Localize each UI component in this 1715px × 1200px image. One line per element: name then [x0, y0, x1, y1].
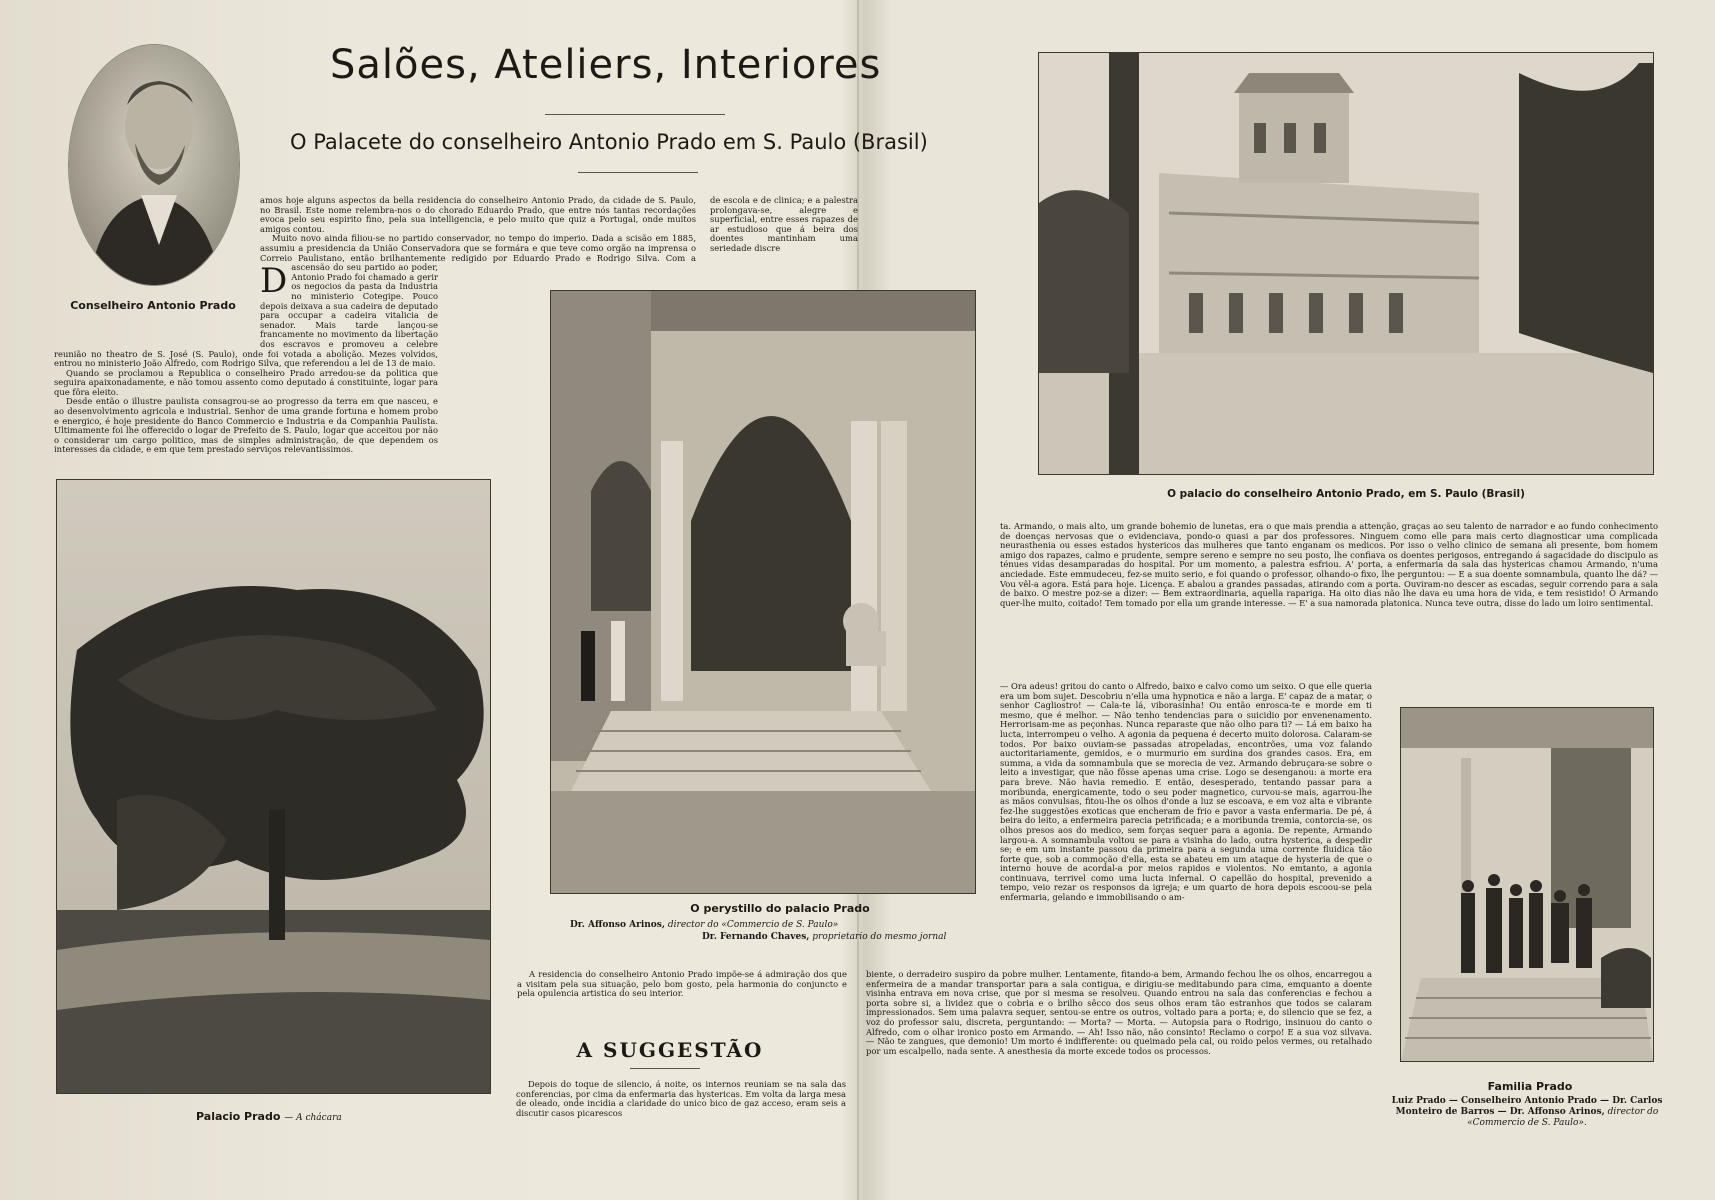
page-subtitle: O Palacete do conselheiro Antonio Prado em S. Paulo (Brasil) — [290, 130, 928, 154]
page-title: Salões, Ateliers, Interiores — [330, 42, 882, 88]
suggestao-col1: Depois do toque de silencio, á noite, os internos reuniam se na sala das conferencias, por cima da enfermaria das hystericas. Em volta da larga mesa de oleado, onde incidia a claridade do unico bico de gaz acceso, eram seis a discutir casos picarescos — [516, 1080, 846, 1118]
chacara-caption — [196, 1110, 446, 1123]
suggestao-rule — [630, 1068, 700, 1069]
perystillo-credit-1 — [570, 920, 930, 930]
suggestao-heading: A SUGGESTÃO — [576, 1038, 764, 1062]
subtitle-rule — [578, 172, 698, 173]
familia-names-bold: Luiz Prado — Conselheiro Antonio Prado — Dr. Carlos Monteiro de Barros — Dr. Affonso Arinos, — [1391, 1096, 1663, 1117]
familia-names-role: director do «Commercio de S. Paulo». — [1467, 1107, 1659, 1128]
credit-1-role: director do «Commercio de S. Paulo» — [667, 920, 839, 930]
intro-paragraph-4: Desde então o illustre paulista consagrou-se ao progresso da terra em que nasceu, e ao desenvolvimento agricola e industrial. Senhor de uma grande fortuna e homem probo e energico, é hoje presidente do Banco Commercio e Industria e da Companhia Paulista. Ultimamente foi lhe offerecido o logar de Prefeito de S. Paulo, logar que acceitou por não o considerar um cargo politico, mas de simples administração, de que dependem os interesses da cidade, e em que tem prestado serviços relevantissimos. — [54, 396, 438, 455]
palacio-photo — [1038, 52, 1654, 475]
intro-paragraph-3: Quando se proclamou a Republica o conselheiro Prado arredou-se da politica que seguira apaixonadamente, e não tomou assento como deputado á constituinte, logar para que fôra eleito. — [54, 367, 438, 397]
credit-2-role: proprietario do mesmo jornal — [812, 932, 947, 942]
title-rule — [545, 114, 725, 115]
chacara-caption-italic: — A chácara — [284, 1113, 342, 1123]
credit-2-name: Dr. Fernando Chaves, — [702, 932, 810, 942]
suggestao-right-top: ta. Armando, o mais alto, um grande bohemio de lunetas, era o que mais prendia a attenção, graças ao seu talento de narrador e ao fundo conhecimento de doenças nervosas que o evidenciava, pondo-o quasi a par dos professores. Ninguem como elle para mais certo diagnosticar uma complicada neurasthenia ou esses estados hystericos das mulheres que tanto enganam os medicos. Por isso o velho clinico de semana ali presente, bom homem amigo dos rapazes, calmo e prudente, sempre sereno e sempre no seu posto, lhe confiava os doentes perigosos, entregando á sagacidade do discipulo as ténues vidas desamparadas do hospital. Por um momento, a palestra esfriou. A' porta, a enfermaria da sala das hystericas chamou Armando, n'uma anciedade. Este emmudeceu, fez-se muito serio, e foi quando o professor, olhando-o fixo, lhe perguntou: — E a sua doente somnambula, quanto lhe dá? — Vou vêl-a agora. Está para hoje. Licença. E abalou a grandes passadas, atirando com a porta. Ouviram-no descer as escadas, seguir correndo para a sala de baixo. O mestre poz-se a dizer: — Bem extraordinaria, aquella rapariga. Ha oito dias não lhe dava eu uma hora de vida, e tem resistido! O Armando quer-lhe muito, coitado! Tem tomado por ella um grande interesse. — E' a sua namorada platonica. Nunca teve outra, disse do lado um loiro sentimental. — [1000, 522, 1658, 608]
residencia-paragraph: A residencia do conselheiro Antonio Prado impõe-se á admiração dos que a visitam pela sua situação, pelo bom gosto, pela harmonia do conjuncto e pela opulencia artistica do seu interior. — [517, 970, 847, 999]
credit-1-name: Dr. Affonso Arinos, — [570, 920, 665, 930]
intro-paragraph-1: amos hoje alguns aspectos da bella residencia do conselheiro Antonio Prado, da cidade de S. Paulo, no Brasil. Este nome relembra-nos o do chorado Eduardo Prado, que entre nós tantas recordações evoca pelo seu espirito fino, pela sua intelligencia, e pelo muito que quiz a Portugal, onde muitos amigos contou. — [260, 196, 696, 234]
intro-paragraph-2: Muito novo ainda filiou-se no partido conservador, no tempo do imperio. Dada a scisão em 1885, assumiu a presidencia da União Conservadora que se formára e que teve como orgão na imprensa o Correio Paulistano, então brilhantemente redigido por Eduardo Prado e Rodrigo Silva. Com a ascensão do seu partido ao poder, Antonio Prado foi chamado a gerir os negocios da pasta da Industria no ministerio Cotegipe. Pouco depois deixava a sua cadeira de deputado para occupar a cadeira vitalicia de senador. Mais tarde lançou-se francamente no movimento da libertação dos escravos e promoveu a celebre reunião no theatro de S. José (S. Paulo), onde foi votada a abolição. Mezes volvidos, entrou no ministerio João Alfredo, com Rodrigo Silva, que referendou a lei de 13 de maio. — [54, 233, 696, 369]
portrait-caption: Conselheiro Antonio Prado — [70, 299, 236, 312]
familia-photo — [1400, 707, 1654, 1062]
chacara-photo — [56, 479, 491, 1094]
suggestao-right-col: — Ora adeus! gritou do canto o Alfredo, baixo e calvo como um seixo. O que elle queria era um bom sujet. Descobriu n'ella uma hypnotica e não a larga. E' capaz de a matar, o senhor Cagliostro! — Cala-te lá, viborasinha! Ou então enrosca-te e morde em ti mesmo, que é melhor. — Não tenho tendencias para o suicidio por envenenamento. Herrorisam-me as peçonhas. Nunca reparaste que não olho para ti? — Lá em baixo ha lucta, interrompeu o velho. A agonia da pequena é decerto muito dolorosa. Calaram-se todos. Por baixo ouviam-se passadas atropeladas, encontrões, uma voz falando auctoritariamente, gemidos, e o murmurio em surdina dos grandes casos. Era, em summa, a vida da somnambula que se morecia de vez. Armando debruçara-se sobre o leito a investigar, que não fôsse apenas uma crise. Logo se desenganou: a morte era para breve. Não havia remedio. E então, desesperado, tentando passar para a moribunda, energicamente, todo o seu poder magnetico, curvou-se mais, agarrou-lhe as mãos convulsas, fitou-lhe os olhos d'onde a luz se escoava, e em voz alta e vibrante fez-lhe suggestões exoticas que encheram de frio e pavor a vasta enfermaria. De pé, á beira do leito, a enfermeira parecia petrificada; e a moribunda tremia, contorcia-se, os olhos presos aos do medico, sem forças sequer para a agonia. De repente, Armando largou-a. A somnambula voltou se para a visinha do lado, outra hysterica, a despedir se; e em um instante passou da primeira para a segunda uma corrente fluidica tão forte que, sob a commoção d'ella, esta se abateu em um ataque de hysteria de que o interno houve de acordal-a por meios rapidos e violentos. No emtanto, a agonia continuava, terrivel como uma lucta infernal. O capellão do hospital, prevenido a tempo, veio rezar os responsos da igreja; e um quarto de hora depois escoou-se pela enfermaria, gelando e immobilisando o am- — [1000, 682, 1372, 903]
perystillo-caption: O perystillo do palacio Prado — [690, 902, 870, 915]
intro-spacer — [54, 196, 260, 346]
perystillo-credit-2 — [702, 932, 982, 942]
palacio-caption: O palacio do conselheiro Antonio Prado, em S. Paulo (Brasil) — [1167, 488, 1525, 500]
familia-caption: Familia Prado — [1487, 1080, 1573, 1093]
chacara-caption-bold: Palacio Prado — [196, 1110, 281, 1123]
perystillo-photo — [550, 290, 976, 894]
intro-right-fragment: de escola e de clinica; e a palestra prolongava-se, alegre e superficial, entre esses rapazes de ar estudioso que á beira dos doentes mantinham uma seriedade discre — [710, 196, 858, 253]
dropcap-letter: D — [260, 261, 288, 301]
suggestao-col2: biente, o derradeiro suspiro da pobre mulher. Lentamente, fitando-a bem, Armando fechou lhe os olhos, encarregou a enfermeira de a mandar transportar para a sala contigua, e dirigiu-se meditabundo para cima, emquanto a doente visinha entrava em nova crise, que por si mesma se resolveu. Quando entrou na sala das conferencias e fechou a porta sobre si, a lividez que o cobria e o brilho sêcco dos seus olhos eram tão estranhos que todos se calaram impressionados. Sem uma palavra sequer, sentou-se entre os outros, voltado para a porta; e, do silencio que se fez, a voz do professor saiu, discreta, perguntando: — Morta? — Morta. — Autopsia para o Rodrigo, insinuou do canto o Alfredo, com o olhar ironico posto em Armando. — Ah! Isso não, não consinto! Reclamo o corpo! E a sua voz silvava. — Não te zangues, que demonio! Um morto é indifferente: ou queimado pela cal, ou roido pelos vermes, ou retalhado por um escalpello, nada sente. A anesthesia da morte excede todos os processos. — [866, 970, 1372, 1056]
familia-names — [1386, 1096, 1668, 1129]
